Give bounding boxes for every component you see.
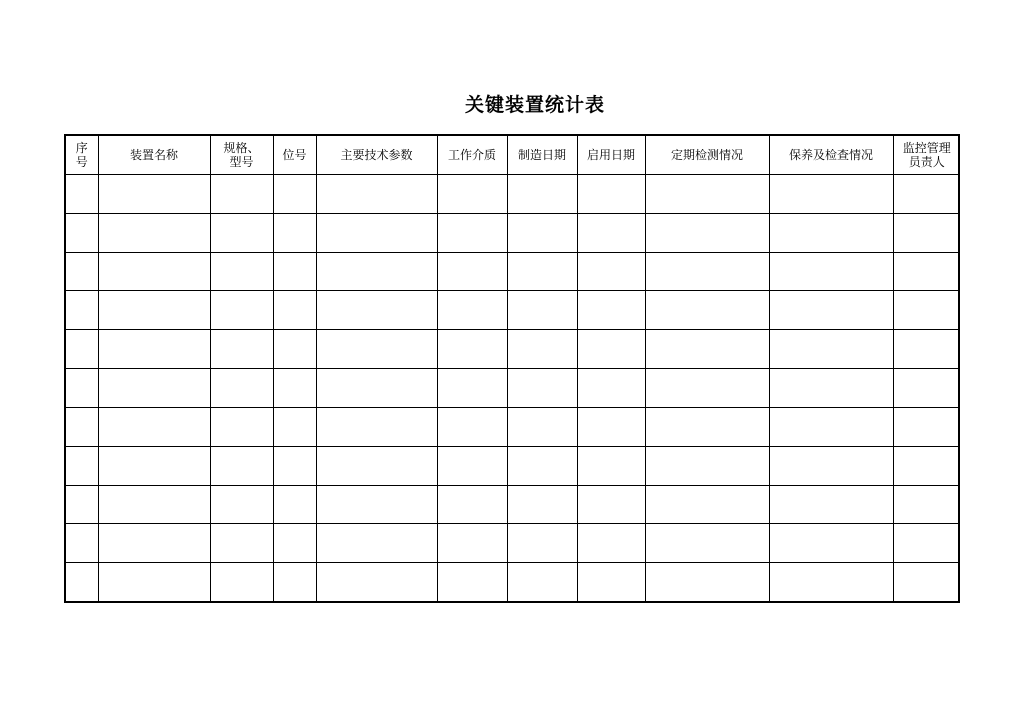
- column-header-text: 工作介质: [447, 148, 496, 162]
- table-cell[interactable]: [437, 524, 507, 563]
- table-row: [66, 369, 960, 408]
- table-cell[interactable]: [507, 213, 577, 252]
- table-header-row: [66, 136, 960, 175]
- table-row: [66, 407, 960, 446]
- table-cell[interactable]: [577, 485, 645, 524]
- table-cell[interactable]: [66, 485, 98, 524]
- table-cell[interactable]: [316, 446, 437, 485]
- column-header-text: 主要技术参数: [340, 148, 413, 162]
- table-cell[interactable]: [437, 446, 507, 485]
- column-header-text: 启用日期: [586, 148, 635, 162]
- table-cell[interactable]: [98, 407, 210, 446]
- column-header-text: 规格、: [223, 141, 260, 155]
- table-cell[interactable]: [273, 330, 316, 369]
- column-header-9: [769, 136, 893, 175]
- table-cell[interactable]: [893, 485, 960, 524]
- column-header-text: 定期检测情况: [670, 148, 743, 162]
- table-cell[interactable]: [645, 369, 769, 408]
- table-cell[interactable]: [273, 524, 316, 563]
- column-header-text: 型号: [229, 155, 254, 169]
- table-row: [66, 485, 960, 524]
- table-cell[interactable]: [577, 252, 645, 291]
- table-cell[interactable]: [769, 407, 893, 446]
- key-device-statistics-table: [66, 136, 960, 601]
- table-cell[interactable]: [437, 213, 507, 252]
- column-header-2: [210, 136, 273, 175]
- table-row: [66, 524, 960, 563]
- table-cell[interactable]: [769, 524, 893, 563]
- table-cell[interactable]: [437, 407, 507, 446]
- column-header-text: 制造日期: [517, 148, 566, 162]
- column-header-0: [66, 136, 98, 175]
- table-cell[interactable]: [769, 369, 893, 408]
- table-cell[interactable]: [769, 485, 893, 524]
- table-cell[interactable]: [507, 252, 577, 291]
- table-cell[interactable]: [210, 213, 273, 252]
- table-cell[interactable]: [210, 252, 273, 291]
- table-cell[interactable]: [98, 213, 210, 252]
- table-cell[interactable]: [98, 252, 210, 291]
- table-cell[interactable]: [893, 252, 960, 291]
- table-cell[interactable]: [273, 485, 316, 524]
- table-cell[interactable]: [577, 407, 645, 446]
- table-cell[interactable]: [507, 407, 577, 446]
- table-cell[interactable]: [98, 330, 210, 369]
- table-cell[interactable]: [66, 369, 98, 408]
- table-cell[interactable]: [437, 485, 507, 524]
- table-cell[interactable]: [273, 446, 316, 485]
- table-cell[interactable]: [316, 369, 437, 408]
- table-cell[interactable]: [577, 524, 645, 563]
- table-cell[interactable]: [273, 213, 316, 252]
- table-cell[interactable]: [210, 485, 273, 524]
- column-header-text: 位号: [282, 148, 307, 162]
- table-cell[interactable]: [893, 330, 960, 369]
- table-cell[interactable]: [437, 563, 507, 601]
- table-cell[interactable]: [577, 213, 645, 252]
- table-cell[interactable]: [645, 446, 769, 485]
- table-cell[interactable]: [98, 563, 210, 601]
- table-cell[interactable]: [577, 563, 645, 601]
- table-row: [66, 446, 960, 485]
- table-cell[interactable]: [645, 485, 769, 524]
- table-row: [66, 330, 960, 369]
- table-cell[interactable]: [769, 330, 893, 369]
- table-cell[interactable]: [210, 524, 273, 563]
- table-cell[interactable]: [645, 252, 769, 291]
- column-header-text: 序: [75, 141, 88, 155]
- table-row: [66, 563, 960, 601]
- table-cell[interactable]: [769, 291, 893, 330]
- table-cell[interactable]: [437, 330, 507, 369]
- table-cell[interactable]: [316, 291, 437, 330]
- table-cell[interactable]: [316, 330, 437, 369]
- table-cell[interactable]: [507, 291, 577, 330]
- table-cell[interactable]: [893, 175, 960, 214]
- table-cell[interactable]: [645, 291, 769, 330]
- table-cell[interactable]: [98, 175, 210, 214]
- table-cell[interactable]: [893, 446, 960, 485]
- column-header-6: [507, 136, 577, 175]
- table-cell[interactable]: [66, 563, 98, 601]
- table-cell[interactable]: [66, 213, 98, 252]
- table-cell[interactable]: [273, 369, 316, 408]
- table-cell[interactable]: [645, 175, 769, 214]
- page-title: 关键装置统计表: [464, 94, 605, 116]
- table-cell[interactable]: [210, 446, 273, 485]
- table-cell[interactable]: [316, 213, 437, 252]
- table-cell[interactable]: [210, 330, 273, 369]
- table-cell[interactable]: [893, 213, 960, 252]
- table-cell[interactable]: [769, 252, 893, 291]
- table-cell[interactable]: [507, 524, 577, 563]
- table-cell[interactable]: [210, 563, 273, 601]
- table-cell[interactable]: [893, 563, 960, 601]
- column-header-text: 监控管理: [902, 141, 951, 155]
- table-cell[interactable]: [645, 330, 769, 369]
- table-cell[interactable]: [437, 175, 507, 214]
- table-cell[interactable]: [98, 524, 210, 563]
- table-cell[interactable]: [210, 369, 273, 408]
- table-cell[interactable]: [645, 407, 769, 446]
- table-cell[interactable]: [507, 446, 577, 485]
- table-cell[interactable]: [98, 291, 210, 330]
- table-row: [66, 213, 960, 252]
- column-header-text: 保养及检查情况: [788, 148, 873, 162]
- table-cell[interactable]: [769, 563, 893, 601]
- column-header-5: [437, 136, 507, 175]
- table-cell[interactable]: [645, 213, 769, 252]
- table-cell[interactable]: [577, 175, 645, 214]
- column-header-10: [893, 136, 960, 175]
- table-cell[interactable]: [210, 291, 273, 330]
- column-header-1: [98, 136, 210, 175]
- table-cell[interactable]: [437, 252, 507, 291]
- table-cell[interactable]: [507, 563, 577, 601]
- table-cell[interactable]: [577, 446, 645, 485]
- table-cell[interactable]: [437, 291, 507, 330]
- table-cell[interactable]: [893, 369, 960, 408]
- table-cell[interactable]: [273, 252, 316, 291]
- table-cell[interactable]: [210, 407, 273, 446]
- table-cell[interactable]: [66, 175, 98, 214]
- table-row: [66, 175, 960, 214]
- table-cell[interactable]: [273, 291, 316, 330]
- table-cell[interactable]: [437, 369, 507, 408]
- table-cell[interactable]: [507, 485, 577, 524]
- table-cell[interactable]: [316, 407, 437, 446]
- table-cell[interactable]: [507, 175, 577, 214]
- table-cell[interactable]: [316, 175, 437, 214]
- table-cell[interactable]: [66, 446, 98, 485]
- table-cell[interactable]: [273, 407, 316, 446]
- table-cell[interactable]: [507, 330, 577, 369]
- column-header-text: 员责人: [908, 155, 945, 169]
- table-cell[interactable]: [66, 330, 98, 369]
- table-cell[interactable]: [893, 407, 960, 446]
- table-cell[interactable]: [893, 291, 960, 330]
- table-row: [66, 291, 960, 330]
- table-cell[interactable]: [273, 563, 316, 601]
- column-header-text: 号: [75, 155, 88, 169]
- column-header-text: 装置名称: [129, 148, 178, 162]
- table-cell[interactable]: [316, 524, 437, 563]
- table-cell[interactable]: [769, 446, 893, 485]
- table-cell[interactable]: [316, 563, 437, 601]
- table-cell[interactable]: [66, 407, 98, 446]
- table-cell[interactable]: [769, 213, 893, 252]
- table-cell[interactable]: [645, 524, 769, 563]
- statistics-table-frame: [64, 134, 960, 603]
- table-cell[interactable]: [577, 369, 645, 408]
- table-cell[interactable]: [507, 369, 577, 408]
- table-cell[interactable]: [98, 446, 210, 485]
- table-cell[interactable]: [273, 175, 316, 214]
- table-cell[interactable]: [577, 291, 645, 330]
- column-header-3: [273, 136, 316, 175]
- table-cell[interactable]: [316, 252, 437, 291]
- table-body: [66, 175, 960, 602]
- table-cell[interactable]: [316, 485, 437, 524]
- table-cell[interactable]: [66, 291, 98, 330]
- table-cell[interactable]: [210, 175, 273, 214]
- table-cell[interactable]: [645, 563, 769, 601]
- column-header-7: [577, 136, 645, 175]
- column-header-4: [316, 136, 437, 175]
- table-row: [66, 252, 960, 291]
- table-cell[interactable]: [893, 524, 960, 563]
- table-cell[interactable]: [98, 485, 210, 524]
- column-header-8: [645, 136, 769, 175]
- table-cell[interactable]: [66, 252, 98, 291]
- table-cell[interactable]: [769, 175, 893, 214]
- table-cell[interactable]: [66, 524, 98, 563]
- table-cell[interactable]: [98, 369, 210, 408]
- table-cell[interactable]: [577, 330, 645, 369]
